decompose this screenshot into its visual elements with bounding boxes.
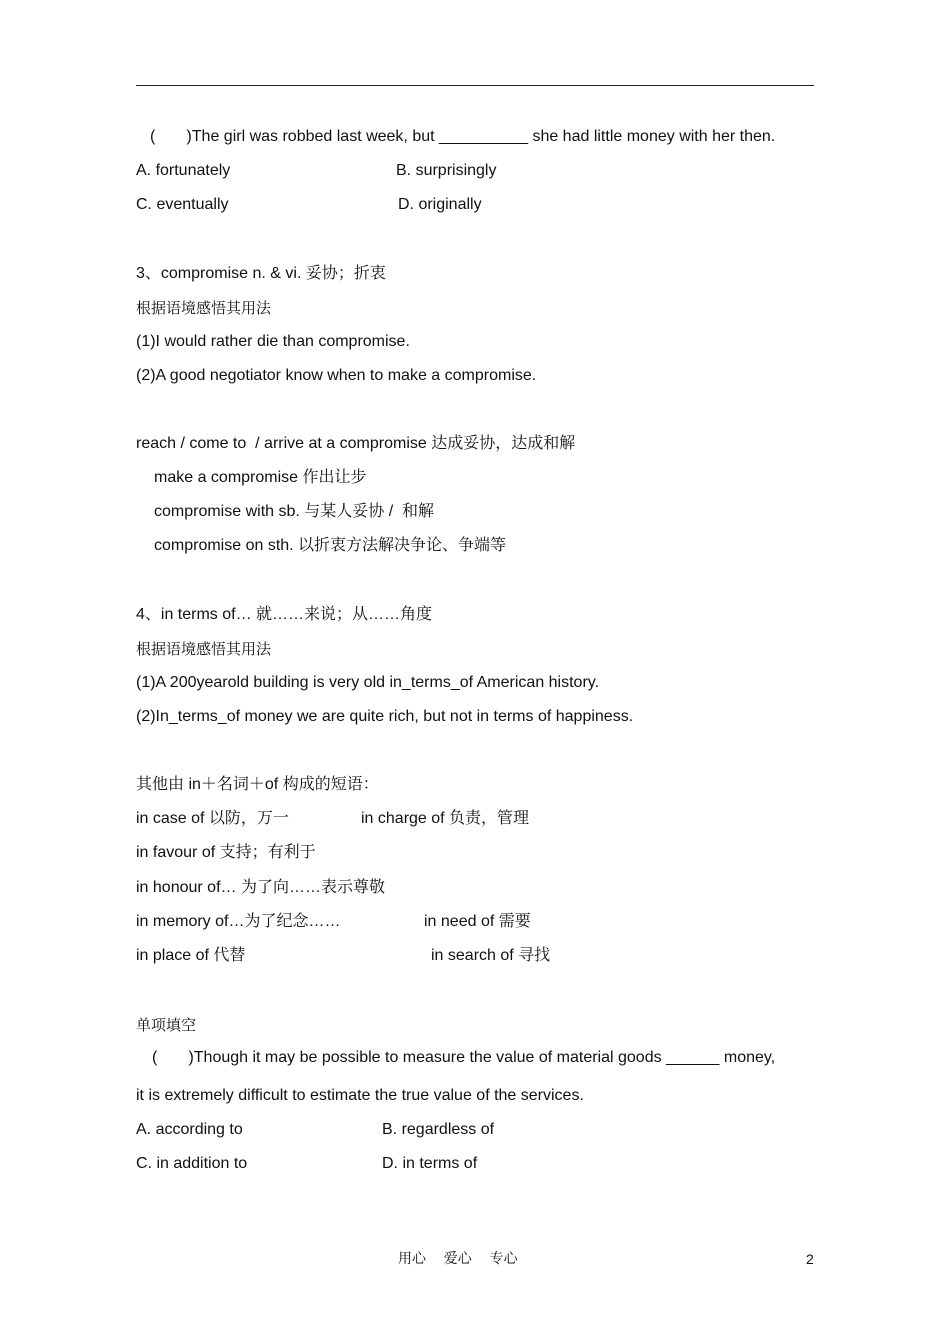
section-3-phrase-3: compromise with sb. 与某人妥协 / 和解 — [154, 503, 435, 520]
phrase-in-favour-of: in favour of 支持；有利于 — [136, 844, 316, 861]
page-number: 2 — [806, 1251, 814, 1267]
phrase-in-need-of: in need of 需要 — [424, 913, 531, 930]
section-3-phrase-2: make a compromise 作出让步 — [154, 469, 367, 486]
question-2-option-d: D. in terms of — [382, 1155, 478, 1172]
question-2-stem-line-2: it is extremely difficult to estimate the true value of the services. — [136, 1087, 584, 1104]
phrase-in-honour-of: in honour of… 为了向……表示尊敬 — [136, 879, 385, 896]
section-3-example-2: (2)A good negotiator know when to make a compromise. — [136, 367, 537, 384]
header-rule — [136, 85, 814, 86]
section-4-context-label: 根据语境感悟其用法 — [136, 640, 272, 658]
phrase-in-charge-of: in charge of 负责，管理 — [361, 810, 530, 827]
section-4-heading: 4、in terms of… 就……来说；从……角度 — [136, 606, 433, 623]
phrase-in-case-of: in case of 以防，万一 — [136, 810, 289, 827]
section-3-context-label: 根据语境感悟其用法 — [136, 299, 272, 317]
section-3-example-1: (1)I would rather die than compromise. — [136, 333, 410, 350]
section-3-phrase-4: compromise on sth. 以折衷方法解决争论、争端等 — [154, 537, 507, 554]
phrase-in-place-of: in place of 代替 — [136, 947, 246, 964]
question-1-option-c: C. eventually — [136, 196, 229, 213]
question-2-option-c: C. in addition to — [136, 1155, 248, 1172]
footer-motto: 用心 爱心 专心 — [398, 1251, 518, 1267]
phrase-in-search-of: in search of 寻找 — [431, 947, 551, 964]
question-1-option-b: B. surprisingly — [396, 162, 497, 179]
section-4-other-phrases-label: 其他由 in＋名词＋of 构成的短语： — [136, 776, 379, 793]
question-2-option-a: A. according to — [136, 1121, 243, 1138]
question-2-option-b: B. regardless of — [382, 1121, 495, 1138]
question-1-option-d: D. originally — [398, 196, 482, 213]
question-2-label: 单项填空 — [136, 1016, 197, 1034]
section-4-example-1: (1)A 200yearold building is very old in_terms_of American history. — [136, 674, 600, 691]
phrase-in-memory-of: in memory of…为了纪念…… — [136, 913, 341, 930]
section-3-heading: 3、compromise n. & vi. 妥协；折衷 — [136, 265, 386, 282]
question-2-stem-line-1: ( )Though it may be possible to measure the value of material goods ______ money, — [152, 1049, 776, 1066]
section-4-example-2: (2)In_terms_of money we are quite rich, but not in terms of happiness. — [136, 708, 634, 725]
section-3-phrase-1: reach / come to / arrive at a compromise 达成妥协，达成和解 — [136, 435, 576, 452]
question-1-stem: ( )The girl was robbed last week, but __________ she had little money with her then. — [150, 128, 776, 145]
question-1-option-a: A. fortunately — [136, 162, 231, 179]
